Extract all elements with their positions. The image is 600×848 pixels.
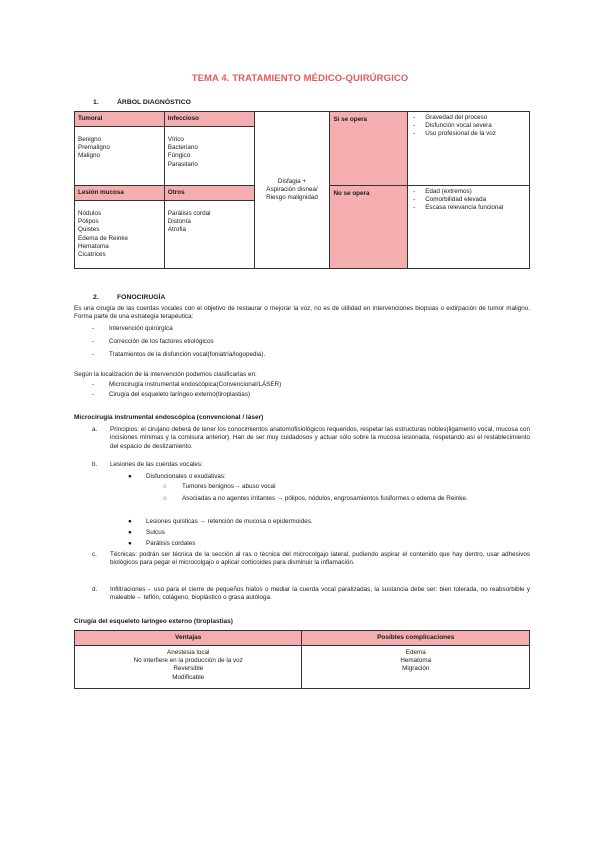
si-opera-label: Si se opera: [330, 112, 408, 186]
page-title: TEMA 4. TRATAMIENTO MÉDICO-QUIRÚRGICO: [191, 73, 409, 84]
no-opera-list: - Edad (extremos) - Comorbilidad elevada - Escasa relevancia funcional: [408, 186, 530, 269]
lesion-item: Sulcus: [146, 529, 165, 536]
intro-item: Corrección de los factores etiológicos: [109, 338, 214, 345]
complicaciones-cell: Edema Hematoma Migración: [302, 646, 530, 689]
classify-item: Cirugía del esqueleto laríngeo externo(tiroplastias): [109, 391, 251, 398]
micro-principios: Principios: el cirujano deberá de tener los conocimientos anatomofisiológicos requeridos, respetar las estructuras nobles(ligamento vocal, mucosa con incisiones mínimas y la comisura anterior). Han de ser muy cuidadosos y actuar sólo sobre la mucosa lesionada, respetando así el restablecimiento del espacio de deslizamiento.: [110, 426, 530, 450]
micro-infiltraciones: Infiltraciones→ uso para el cierre de pequeños hiatos o mediar la cuerda vocal paralizadas, la sustancia debe ser: bien tolerada, no reabsorbible y maleable→ teflón, colágeno, bioplástico o grasa autóloga.: [110, 586, 530, 602]
intro-item: Tratamientos de la disfunción vocal(foniatría/logopedia).: [109, 351, 266, 358]
section-2-heading: 2. FONOCIRUGÍA: [93, 294, 166, 301]
micro-lesiones: Lesiones de las cuerdas vocales:: [110, 461, 203, 468]
tiro-heading: Cirugía del esqueleto laríngeo externo (tiroplastias): [74, 618, 233, 625]
document-page: TEMA 4. TRATAMIENTO MÉDICO-QUIRÚRGICO 1. ÁRBOL DIAGNÓSTICO Tumoral Infeccioso Disfagia + Aspiración disnea/ Riesgo malignidad Si se opera - Gravedad del proceso - Disfunción vocal severa - Uso profesional de la voz Benigno Premaligno Maligno Vírico Bacteriano Fúngico Parasitario Lesión mucosa Otros No se opera - Edad (extremos) - Comorbilidad elevada - Escasa relevancia funcional Nódulos Pólipos Quistes Edema de Reinke Hematoma Cicatrices Parálisis cordal Distonía Atrofia 2. FONOCIRUGÍA Es una cirugía de las cuerdas vocales con el objetivo de restaurar o mejorar la voz, no es de utilidad en intervenciones biopsias o extirpación de tumor maligno. Forma parte de una estrategia terapéutica: - Intervención quirúrgica - Corrección de los factores etiológicos - Tratamientos de la disfunción vocal(foniatría/logopedia). Según la localización de la intervención podemos clasificarlas en: - Microcirugía instrumental endoscópica(Convencional/LÁSER) - Cirugía del esqueleto laríngeo externo(tiroplastias) Microcirugía instrumental endoscópica (convencional / láser) a. Principios: el cirujano deberá de tener los conocimientos anatomofisiológicos requeridos, respetar las estructuras nobles(ligamento vocal, mucosa con incisiones mínimas y la comisura anterior). Han de ser muy cuidadosos y actuar sólo sobre la mucosa lesionada, respetando así el restablecimiento del espacio de deslizamiento. b. Lesiones de las cuerdas vocales: ● Disfuncionales o exudativas: ○ Tumores benignos→ abuso vocal ○ Asociadas a no agentes irritantes → pólipos, nódulos, engrosamientos fusiformes o edema de Reinke. ● Lesiones quísticas → retención de mucosa o epidermoides. ● Sulcus ● Parálisis cordales c. Técnicas: podrán ser técnica de la sección al ras o técnica del microcolgajo lateral, pudiendo aspirar el contenido que hay dentro, usar adhesivos biológicos para pegar el microcolgajo o aplicar corticoides para disminuir la inflamación. d. Infiltraciones→ uso para el cierre de pequeños hiatos o mediar la cuerda vocal paralizadas, la sustancia debe ser: bien tolerada, no reabsorbible y maleable→ teflón, colágeno, bioplástico o grasa autóloga. Cirugía del esqueleto laríngeo externo (tiroplastias) Ventajas Posibles complicaciones Anestesia local No interfiere en la producción de la voz Reversible Modificable Edema Hematoma Migración: [0, 0, 600, 848]
classify-item: Microcirugía instrumental endoscópica(Convencional/LÁSER): [109, 381, 282, 388]
infeccioso-header: Infeccioso: [164, 112, 254, 127]
otros-list: Parálisis cordal Distonía Atrofia: [164, 201, 254, 269]
lesion-mucosa-list: Nódulos Pólipos Quistes Edema de Reinke Hematoma Cicatrices: [75, 201, 165, 269]
lesion-mucosa-header: Lesión mucosa: [75, 186, 165, 201]
tiroplastia-table: [74, 630, 530, 689]
diagnostic-tree-table: [74, 111, 530, 269]
si-opera-list: - Gravedad del proceso - Disfunción vocal severa - Uso profesional de la voz: [408, 112, 530, 186]
section-1-heading: 1. ÁRBOL DIAGNÓSTICO: [93, 99, 191, 106]
intro-paragraph: Es una cirugía de las cuerdas vocales con el objetivo de restaurar o mejorar la voz, no es de utilidad en intervenciones biopsias o extirpación de tumor maligno. Forma parte de una estrategia terapéutica:: [74, 305, 530, 321]
ventajas-cell: Anestesia local No interfiere en la producción de la voz Reversible Modificable: [75, 646, 302, 689]
lesion-item: Lesiones quísticas → retención de mucosa o epidermoides.: [146, 518, 313, 525]
micro-tecnicas: Técnicas: podrán ser técnica de la sección al ras o técnica del microcolgajo lateral, pudiendo aspirar el contenido que hay dentro, usar adhesivos biológicos para pegar el microcolgajo o aplicar corticoides para disminuir la inflamación.: [110, 551, 530, 567]
ventajas-header: Ventajas: [75, 631, 302, 646]
micro-heading: Microcirugía instrumental endoscópica (convencional / láser): [74, 414, 264, 421]
intro-item: Intervención quirúrgica: [109, 325, 173, 332]
lesiones-disfuncionales: Disfuncionales o exudativas:: [146, 473, 226, 480]
classify-intro: Según la localización de la intervención podemos clasificarlas en:: [74, 371, 257, 378]
tumoral-list: Benigno Premaligno Maligno: [75, 127, 165, 186]
complicaciones-header: Posibles complicaciones: [302, 631, 530, 646]
lesion-subitem: Asociadas a no agentes irritantes → pólipos, nódulos, engrosamientos fusiformes o edema de Reinke.: [182, 495, 468, 502]
lesion-subitem: Tumores benignos→ abuso vocal: [182, 483, 276, 490]
tumoral-header: Tumoral: [75, 112, 165, 127]
no-opera-label: No se opera: [330, 186, 408, 269]
center-cell: Disfagia + Aspiración disnea/ Riesgo malignidad: [254, 112, 330, 269]
otros-header: Otros: [164, 186, 254, 201]
lesion-item: Parálisis cordales: [146, 540, 196, 547]
infeccioso-list: Vírico Bacteriano Fúngico Parasitario: [164, 127, 254, 186]
